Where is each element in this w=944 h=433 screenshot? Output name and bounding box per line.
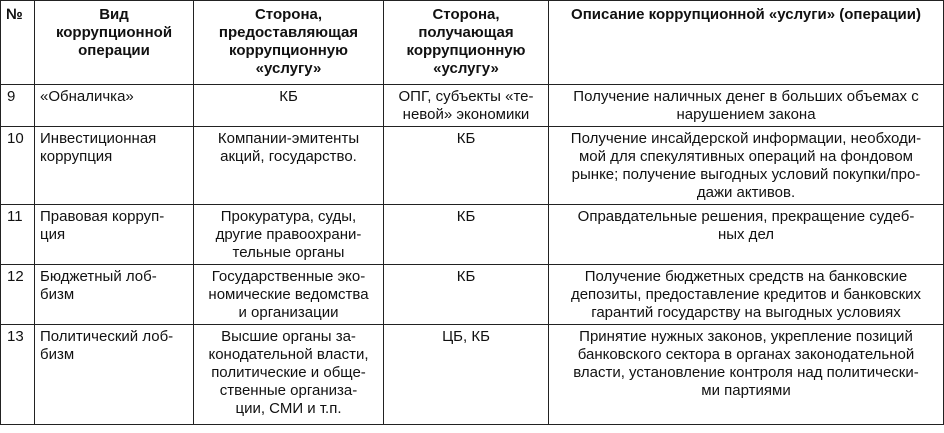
table-row	[1, 127, 944, 205]
table-row	[1, 205, 944, 265]
header-operation-type: Вид коррупционной операции	[35, 1, 194, 85]
provider: Высшие органы за- конодательной власти, политические и обще- ственные организа- ции, СМИ и т.п.	[194, 325, 384, 425]
receiver: КБ	[384, 265, 549, 325]
table-row	[1, 265, 944, 325]
provider: Компании-эмитенты акций, государство.	[194, 127, 384, 205]
receiver: ОПГ, субъекты «те- невой» экономики	[384, 85, 549, 127]
receiver: КБ	[384, 127, 549, 205]
description: Получение бюджетных средств на банковские депозиты, предоставление кредитов и банковских гарантий государству на выгодных условиях	[549, 265, 944, 325]
operation-type: Бюджетный лоб- бизм	[35, 265, 194, 325]
row-number: 13	[1, 325, 35, 425]
row-number: 10	[1, 127, 35, 205]
table-row	[1, 325, 944, 425]
row-number: 12	[1, 265, 35, 325]
header-receiver: Сторона, получающая коррупционную «услугу»	[384, 1, 549, 85]
provider: КБ	[194, 85, 384, 127]
operation-type: Правовая корруп- ция	[35, 205, 194, 265]
description: Принятие нужных законов, укрепление позиций банковского сектора в органах законодательной власти, установление контроля над политически- ми партиями	[549, 325, 944, 425]
header-provider: Сторона, предоставляющая коррупционную «услугу»	[194, 1, 384, 85]
receiver: ЦБ, КБ	[384, 325, 549, 425]
table-header-row	[1, 1, 944, 85]
provider: Государственные эко- номические ведомства и организации	[194, 265, 384, 325]
operation-type: Инвестиционная коррупция	[35, 127, 194, 205]
header-number: №	[1, 1, 35, 85]
operation-type: «Обналичка»	[35, 85, 194, 127]
description: Получение наличных денег в больших объемах с нарушением закона	[549, 85, 944, 127]
provider: Прокуратура, суды, другие правоохрани- тельные органы	[194, 205, 384, 265]
header-description: Описание коррупционной «услуги» (операции)	[549, 1, 944, 85]
table-row	[1, 85, 944, 127]
operation-type: Политический лоб- бизм	[35, 325, 194, 425]
description: Оправдательные решения, прекращение судеб- ных дел	[549, 205, 944, 265]
description: Получение инсайдерской информации, необходи- мой для спекулятивных операций на фондовом рынке; получение выгодных условий покупки/про- дажи активов.	[549, 127, 944, 205]
row-number: 11	[1, 205, 35, 265]
row-number: 9	[1, 85, 35, 127]
receiver: КБ	[384, 205, 549, 265]
